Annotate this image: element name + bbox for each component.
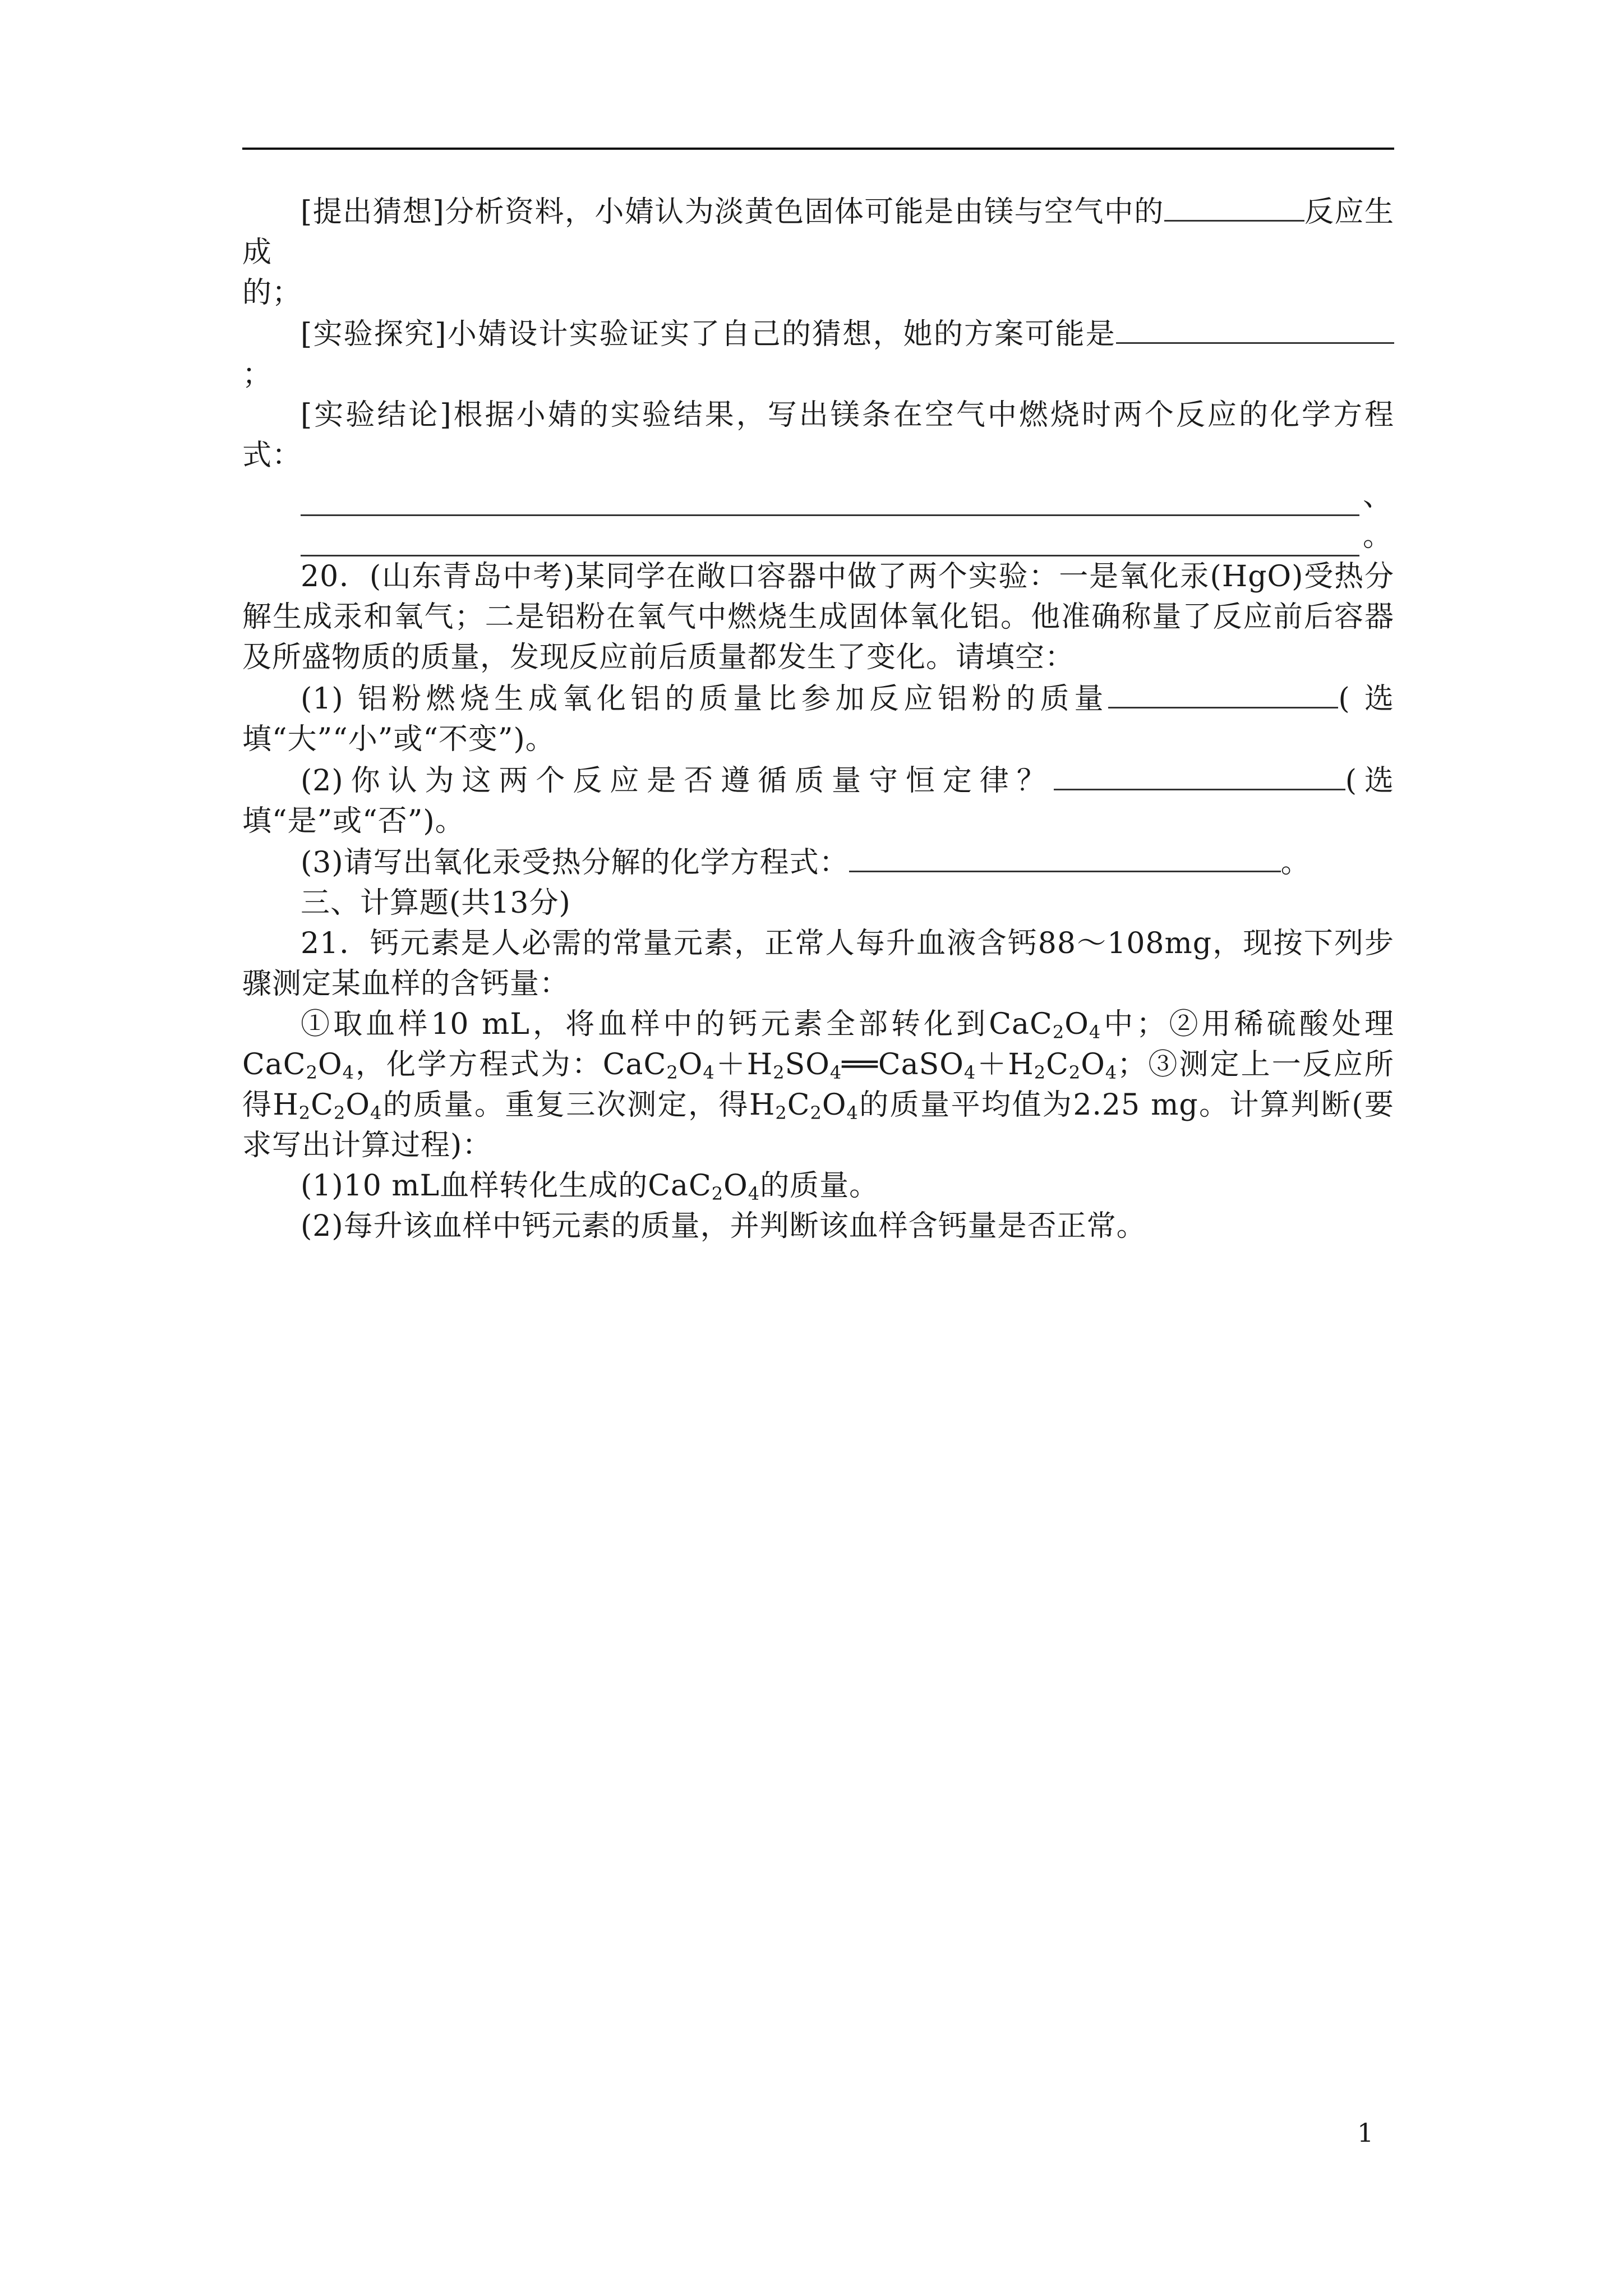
q21-item1-text: O: [723, 1169, 748, 1203]
equation-blank-line-1[interactable]: [301, 476, 1394, 516]
q20-item3-end: 。: [1280, 846, 1311, 880]
page-number: 1: [1357, 2118, 1374, 2148]
answer-blank[interactable]: [1054, 760, 1345, 790]
subscript: 2: [298, 1102, 311, 1124]
answer-blank[interactable]: [1164, 191, 1304, 222]
q19-hypothesis-text-3: 的；: [242, 276, 302, 310]
answer-blank[interactable]: [849, 841, 1281, 872]
document-body: [242, 191, 1394, 1246]
q21-text: ══CaSO: [842, 1048, 964, 1082]
line-end-mark: 、: [1363, 479, 1393, 513]
subscript: 2: [775, 1102, 787, 1124]
q20-item2-options: (选填“是”或“否”)。: [242, 764, 1394, 838]
q21-text: ①取血样10 mL，将血样中的钙元素全部转化到CaC: [301, 1007, 1053, 1041]
q19-explore-text: [实验探究]小婧设计实验证实了自己的猜想，她的方案可能是: [301, 318, 1116, 351]
q20-item1-text: (1) 铝粉燃烧生成氧化铝的质量比参加反应铝粉的质量: [301, 682, 1109, 716]
q21-text: 的质量。重复三次测定，得H: [382, 1088, 776, 1122]
line-end-mark: 。: [1363, 519, 1393, 553]
subscript: 2: [773, 1062, 785, 1083]
q21-text: C: [1046, 1048, 1069, 1082]
q21-text: 的质量平均值为2.25 mg。计算判断(要求写出计算过程)：: [242, 1088, 1394, 1162]
q20-intro: 20．(山东青岛中考)某同学在敞口容器中做了两个实验：一是氧化汞(HgO)受热分解生成汞和氧气；二是铝粉在氧气中燃烧生成固体氧化铝。他准确称量了反应前后容器及所盛物质的质量，发现反应前后质量都发生了变化。请填空：: [242, 560, 1394, 674]
q21-text: O: [822, 1088, 847, 1122]
answer-blank[interactable]: [301, 484, 1359, 516]
q21-text: O: [1081, 1048, 1105, 1082]
q21-intro: 21．钙元素是人必需的常量元素，正常人每升血液含钙88～108mg，现按下列步骤测定某血样的含钙量：: [242, 927, 1394, 1001]
subscript: 4: [748, 1183, 760, 1204]
subscript: 4: [829, 1062, 842, 1083]
subscript: 2: [810, 1102, 822, 1124]
subscript: 4: [963, 1062, 976, 1083]
q21-text: O: [1064, 1007, 1089, 1041]
q20-item1-options: ( 选填“大”“小”或“不变”)。: [242, 682, 1394, 756]
answer-blank[interactable]: [1108, 678, 1338, 708]
q19-hypothesis-text: [提出猜想]分析资料，小婧认为淡黄色固体可能是由镁与空气中的: [301, 195, 1164, 229]
q20-item2: [242, 760, 1394, 841]
answer-blank[interactable]: [1116, 313, 1394, 344]
subscript: 4: [342, 1062, 354, 1083]
q21-text: SO: [785, 1048, 830, 1082]
q21-text: C: [787, 1088, 810, 1122]
subscript: 2: [1068, 1062, 1081, 1083]
section-heading: 三、计算题(共13分): [301, 886, 571, 920]
subscript: 4: [1105, 1062, 1118, 1083]
q20-item1: [242, 678, 1394, 760]
subscript: 2: [711, 1183, 724, 1204]
subscript: 2: [306, 1062, 318, 1083]
q21-text: ，化学方程式为：CaC: [354, 1048, 667, 1082]
q21-text: O: [317, 1048, 343, 1082]
q21-item1: [242, 1166, 1394, 1206]
q21-text: O: [345, 1088, 370, 1122]
q20-item3-text: (3)请写出氧化汞受热分解的化学方程式：: [301, 846, 849, 880]
q19-conclusion-text: [实验结论]根据小婧的实验结果，写出镁条在空气中燃烧时两个反应的化学方程式：: [242, 398, 1394, 472]
q21-item1-text: (1)10 mL血样转化生成的CaC: [301, 1169, 712, 1203]
answer-blank[interactable]: [301, 524, 1359, 556]
q19-hypothesis-end: [242, 273, 1394, 313]
q19-explore-end: ；: [242, 358, 273, 392]
q21-text: 中；②用稀硫酸处理CaC: [242, 1007, 1394, 1082]
q21-item2: (2)每升该血样中钙元素的质量，并判断该血样含钙量是否正常。: [301, 1209, 1146, 1243]
subscript: 4: [370, 1102, 382, 1124]
q20-item3: [242, 841, 1394, 883]
subscript: 4: [703, 1062, 715, 1083]
subscript: 4: [1089, 1022, 1101, 1043]
q19-hypothesis-text-2: 反应生成: [242, 195, 1394, 269]
q21-text: C: [311, 1088, 334, 1122]
subscript: 2: [666, 1062, 679, 1083]
q21-text: ；③测定上一反应所得H: [242, 1048, 1394, 1122]
subscript: 2: [333, 1102, 346, 1124]
equation-blank-line-2[interactable]: [301, 516, 1394, 556]
q21-text: ＋H: [714, 1048, 773, 1082]
header-rule: [242, 148, 1394, 150]
q19-conclusion: [242, 395, 1394, 476]
q20-item2-text: (2)你认为这两个反应是否遵循质量守恒定律？: [301, 764, 1054, 798]
q21-steps: [242, 1004, 1394, 1166]
q21-text: ＋H: [976, 1048, 1034, 1082]
subscript: 2: [1034, 1062, 1046, 1083]
q21-item1-text: 的质量。: [760, 1169, 879, 1203]
subscript: 2: [1052, 1022, 1065, 1043]
q21-text: O: [678, 1048, 703, 1082]
q19-explore: [242, 313, 1394, 395]
q19-hypothesis: [242, 191, 1394, 273]
subscript: 4: [846, 1102, 859, 1124]
